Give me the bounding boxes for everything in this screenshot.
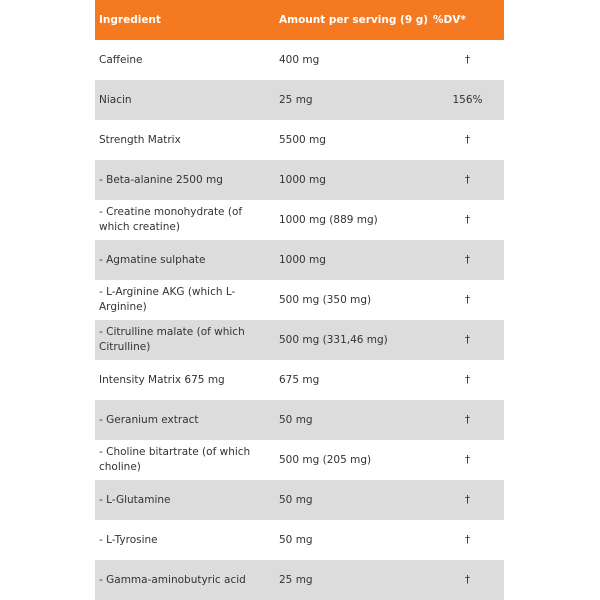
ingredient-dv: †: [464, 374, 471, 386]
ingredient-amount: 25 mg: [279, 94, 313, 106]
ingredient-dv: †: [464, 534, 471, 546]
ingredient-dv: 156%: [452, 94, 483, 106]
ingredient-name: - Creatine monohydrate (of which creatine): [99, 206, 243, 233]
table-row: [95, 40, 504, 80]
header-ingredient: Ingredient: [99, 13, 161, 26]
ingredient-name: Caffeine: [99, 53, 143, 66]
table-row: [95, 160, 504, 200]
ingredient-dv: †: [464, 294, 471, 306]
ingredient-dv: †: [464, 414, 471, 426]
ingredient-name: - L-Arginine AKG (which L-Arginine): [99, 286, 236, 313]
ingredient-name: Strength Matrix: [99, 133, 181, 146]
ingredient-amount: 500 mg (331,46 mg): [279, 334, 388, 346]
ingredient-name: - Geranium extract: [99, 413, 199, 426]
ingredient-name: - L-Glutamine: [99, 493, 171, 506]
ingredient-name: Niacin: [99, 93, 132, 106]
ingredient-amount: 1000 mg (889 mg): [279, 214, 378, 226]
ingredient-name: - Agmatine sulphate: [99, 253, 206, 266]
table-header: [95, 0, 504, 40]
ingredient-amount: 400 mg: [279, 54, 320, 66]
ingredient-amount: 1000 mg: [279, 254, 326, 266]
ingredient-dv: †: [464, 134, 471, 146]
ingredient-dv: †: [464, 334, 471, 346]
nutrition-table: [95, 0, 504, 600]
ingredient-amount: 25 mg: [279, 574, 313, 586]
table-row: [95, 320, 504, 360]
table-row: [95, 200, 504, 240]
ingredient-amount: 50 mg: [279, 534, 313, 546]
table-row: [95, 440, 504, 480]
ingredient-name: - Gamma-aminobutyric acid: [99, 573, 246, 586]
ingredient-name: - Choline bitartrate (of which choline): [99, 446, 251, 473]
ingredient-dv: †: [464, 454, 471, 466]
table-row: [95, 80, 504, 120]
table-row: [95, 480, 504, 520]
table-row: [95, 280, 504, 320]
ingredient-dv: †: [464, 494, 471, 506]
ingredient-amount: 500 mg (205 mg): [279, 454, 372, 466]
ingredient-name: - Citrulline malate (of which Citrulline): [99, 326, 245, 353]
table-row: [95, 560, 504, 600]
table-row: [95, 360, 504, 400]
ingredient-amount: 675 mg: [279, 374, 320, 386]
table-row: [95, 400, 504, 440]
ingredient-amount: 50 mg: [279, 414, 313, 426]
table-row: [95, 520, 504, 560]
ingredient-name: - Beta-alanine 2500 mg: [99, 173, 223, 186]
ingredient-amount: 5500 mg: [279, 134, 326, 146]
ingredient-amount: 1000 mg: [279, 174, 326, 186]
table-row: [95, 240, 504, 280]
ingredient-dv: †: [464, 574, 471, 586]
table-row: [95, 120, 504, 160]
ingredient-dv: †: [464, 54, 471, 66]
ingredient-amount: 500 mg (350 mg): [279, 294, 372, 306]
ingredient-dv: †: [464, 174, 471, 186]
ingredient-name: - L-Tyrosine: [99, 533, 158, 546]
ingredient-amount: 50 mg: [279, 494, 313, 506]
header-dv: %DV*: [433, 14, 466, 26]
ingredient-name: Intensity Matrix 675 mg: [99, 373, 225, 386]
header-amount: Amount per serving (9 g): [279, 14, 429, 26]
ingredient-dv: †: [464, 254, 471, 266]
ingredient-dv: †: [464, 214, 471, 226]
